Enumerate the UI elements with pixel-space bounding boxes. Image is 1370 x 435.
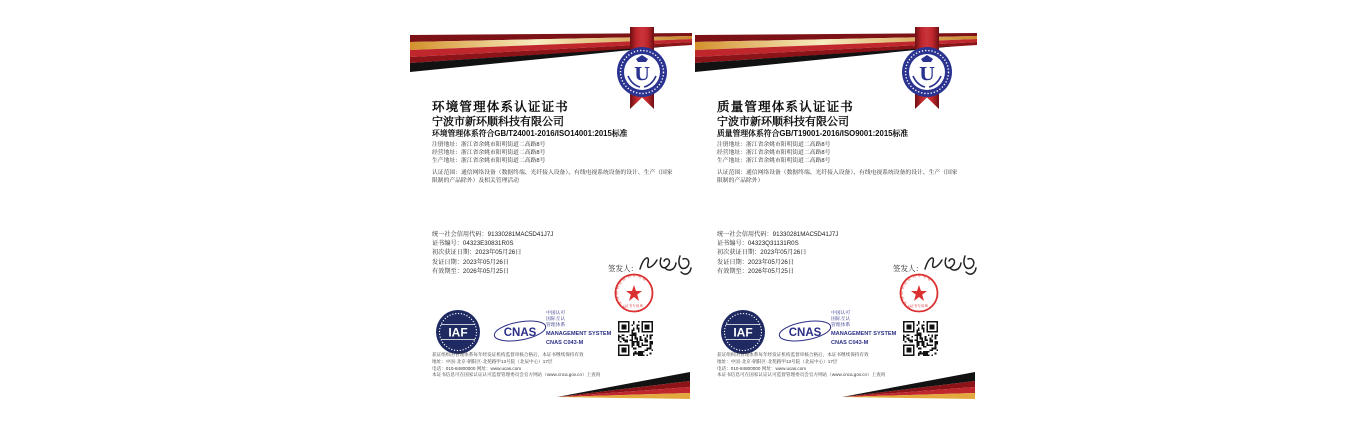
first-issue-date: 初次获证日期：2023年05月26日 [717,249,807,257]
footer-line: 获证组织的管理体系每年经发证机构监督审核合格后，本证书继续保持有效 [717,352,869,357]
svg-text:CNAS: CNAS [503,327,537,339]
footer-line: 电话：010-84800000 网址：www.ucas.com [432,365,522,371]
svg-text:U: U [919,64,935,85]
company-name: 宁波市新环顺科技有限公司 [432,116,564,128]
expiry-date: 有效期至：2026年05月25日 [717,267,795,275]
acc-cn-line: 国际互认 [546,317,566,322]
bottom-corner-stripes [695,370,977,402]
certificate-environmental [410,25,692,427]
certification-medal-icon [901,46,953,98]
certificate-title: 质量管理体系认证证书 [717,100,855,115]
certification-scope: 认证范围：通信网络设备（数据终端、光纤接入设备）、有线电视系统设备的设计、生产（国家限制的产品除外）及相关管理活动 [432,170,673,184]
certificate-number: 证书编号：04323E30831R0S [432,240,514,248]
acc-cn-line: 中国认可 [546,311,566,316]
first-issue-date: 初次获证日期：2023年05月26日 [432,249,522,257]
certificate-fields [717,230,838,276]
standard-line: 环境管理体系符合GB/T24001-2016/ISO14001:2015标准 [432,129,628,138]
address-block [432,141,545,165]
footer-line: 地址：中国·北京·朝阳区·北苑路甲13号院（北辰中心）17层 [717,358,838,364]
address-block [717,141,830,165]
qr-code [903,321,938,356]
production-address: 生产地址：浙江省余姚市阳明街道二高路8号 [432,158,546,164]
company-name: 宁波市新环顺科技有限公司 [717,116,849,128]
acc-cn-line: 国际互认 [831,317,851,322]
svg-text:管理体系认证证书专用章: 管理体系认证证书专用章 [899,273,934,311]
signer-label: 签发人： [608,264,638,273]
footer-line: 本证书信息可在国家认证认可监督管理委员会官方网站（www.cnca.gov.cn）上查询 [432,372,601,378]
svg-text:IAF: IAF [733,325,753,340]
registered-address: 注册地址：浙江省余姚市阳明街道二高路8号 [717,142,831,148]
business-address: 经营地址：浙江省余姚市阳明街道二高路8号 [717,150,831,156]
svg-text:CNAS: CNAS [788,327,822,339]
acc-cn-line: 中国认可 [831,311,851,316]
certificate-number: 证书编号：04323Q31131R0S [717,240,799,248]
acc-en-line: MANAGEMENT SYSTEM [546,331,612,337]
qr-code [618,321,653,356]
red-certification-seal [899,273,939,313]
footer-line: 电话：010-84800000 网址：www.ucas.com [717,365,807,371]
certificate-quality [695,25,977,427]
iaf-logo-icon [435,309,481,355]
footer-line: 获证组织的管理体系每年经发证机构监督审核合格后，本证书继续保持有效 [432,352,584,357]
credit-code: 统一社会信用代码：91330281MAC5D41J7J [717,231,839,238]
svg-text:证书专用章: 证书专用章 [910,304,928,308]
footer-line: 地址：中国·北京·朝阳区·北苑路甲13号院（北辰中心）17层 [432,358,553,364]
acc-en-line: MANAGEMENT SYSTEM [831,331,897,337]
footer-line: 本证书信息可在国家认证认可监督管理委员会官方网站（www.cnca.gov.cn）上查询 [717,372,886,378]
standard-line: 质量管理体系符合GB/T19001-2016/ISO9001:2015标准 [717,129,909,138]
svg-text:管理体系认证证书专用章: 管理体系认证证书专用章 [614,273,649,311]
cnas-logo-icon [777,317,833,347]
registered-address: 注册地址：浙江省余姚市阳明街道二高路8号 [432,142,546,148]
business-address: 经营地址：浙江省余姚市阳明街道二高路8号 [432,150,546,156]
acc-en-line: CNAS C043-M [546,340,584,346]
acc-en-line: CNAS C043-M [831,340,869,346]
certification-scope: 认证范围：通信网络设备（数据终端、光纤接入设备）、有线电视系统设备的设计、生产（国家限制的产品除外） [717,170,958,184]
acc-cn-line: 管理体系 [546,323,566,328]
svg-text:证书专用章: 证书专用章 [625,304,643,308]
expiry-date: 有效期至：2026年05月25日 [432,267,510,275]
production-address: 生产地址：浙江省余姚市阳明街道二高路8号 [717,158,831,164]
certificate-title: 环境管理体系认证证书 [432,100,570,115]
svg-text:IAF: IAF [448,325,468,340]
signer-label: 签发人： [893,264,923,273]
svg-text:U: U [634,64,650,85]
cnas-logo-icon [492,317,548,347]
accreditation-text [831,311,896,347]
issue-date: 发证日期：2023年05月26日 [717,258,795,266]
acc-cn-line: 管理体系 [831,323,851,328]
issue-date: 发证日期：2023年05月26日 [432,258,510,266]
bottom-corner-stripes [410,370,692,402]
accreditation-text [546,311,611,347]
iaf-logo-icon [720,309,766,355]
red-certification-seal [614,273,654,313]
certificate-fields [432,230,553,276]
certification-medal-icon [616,46,668,98]
credit-code: 统一社会信用代码：91330281MAC5D41J7J [432,231,554,238]
